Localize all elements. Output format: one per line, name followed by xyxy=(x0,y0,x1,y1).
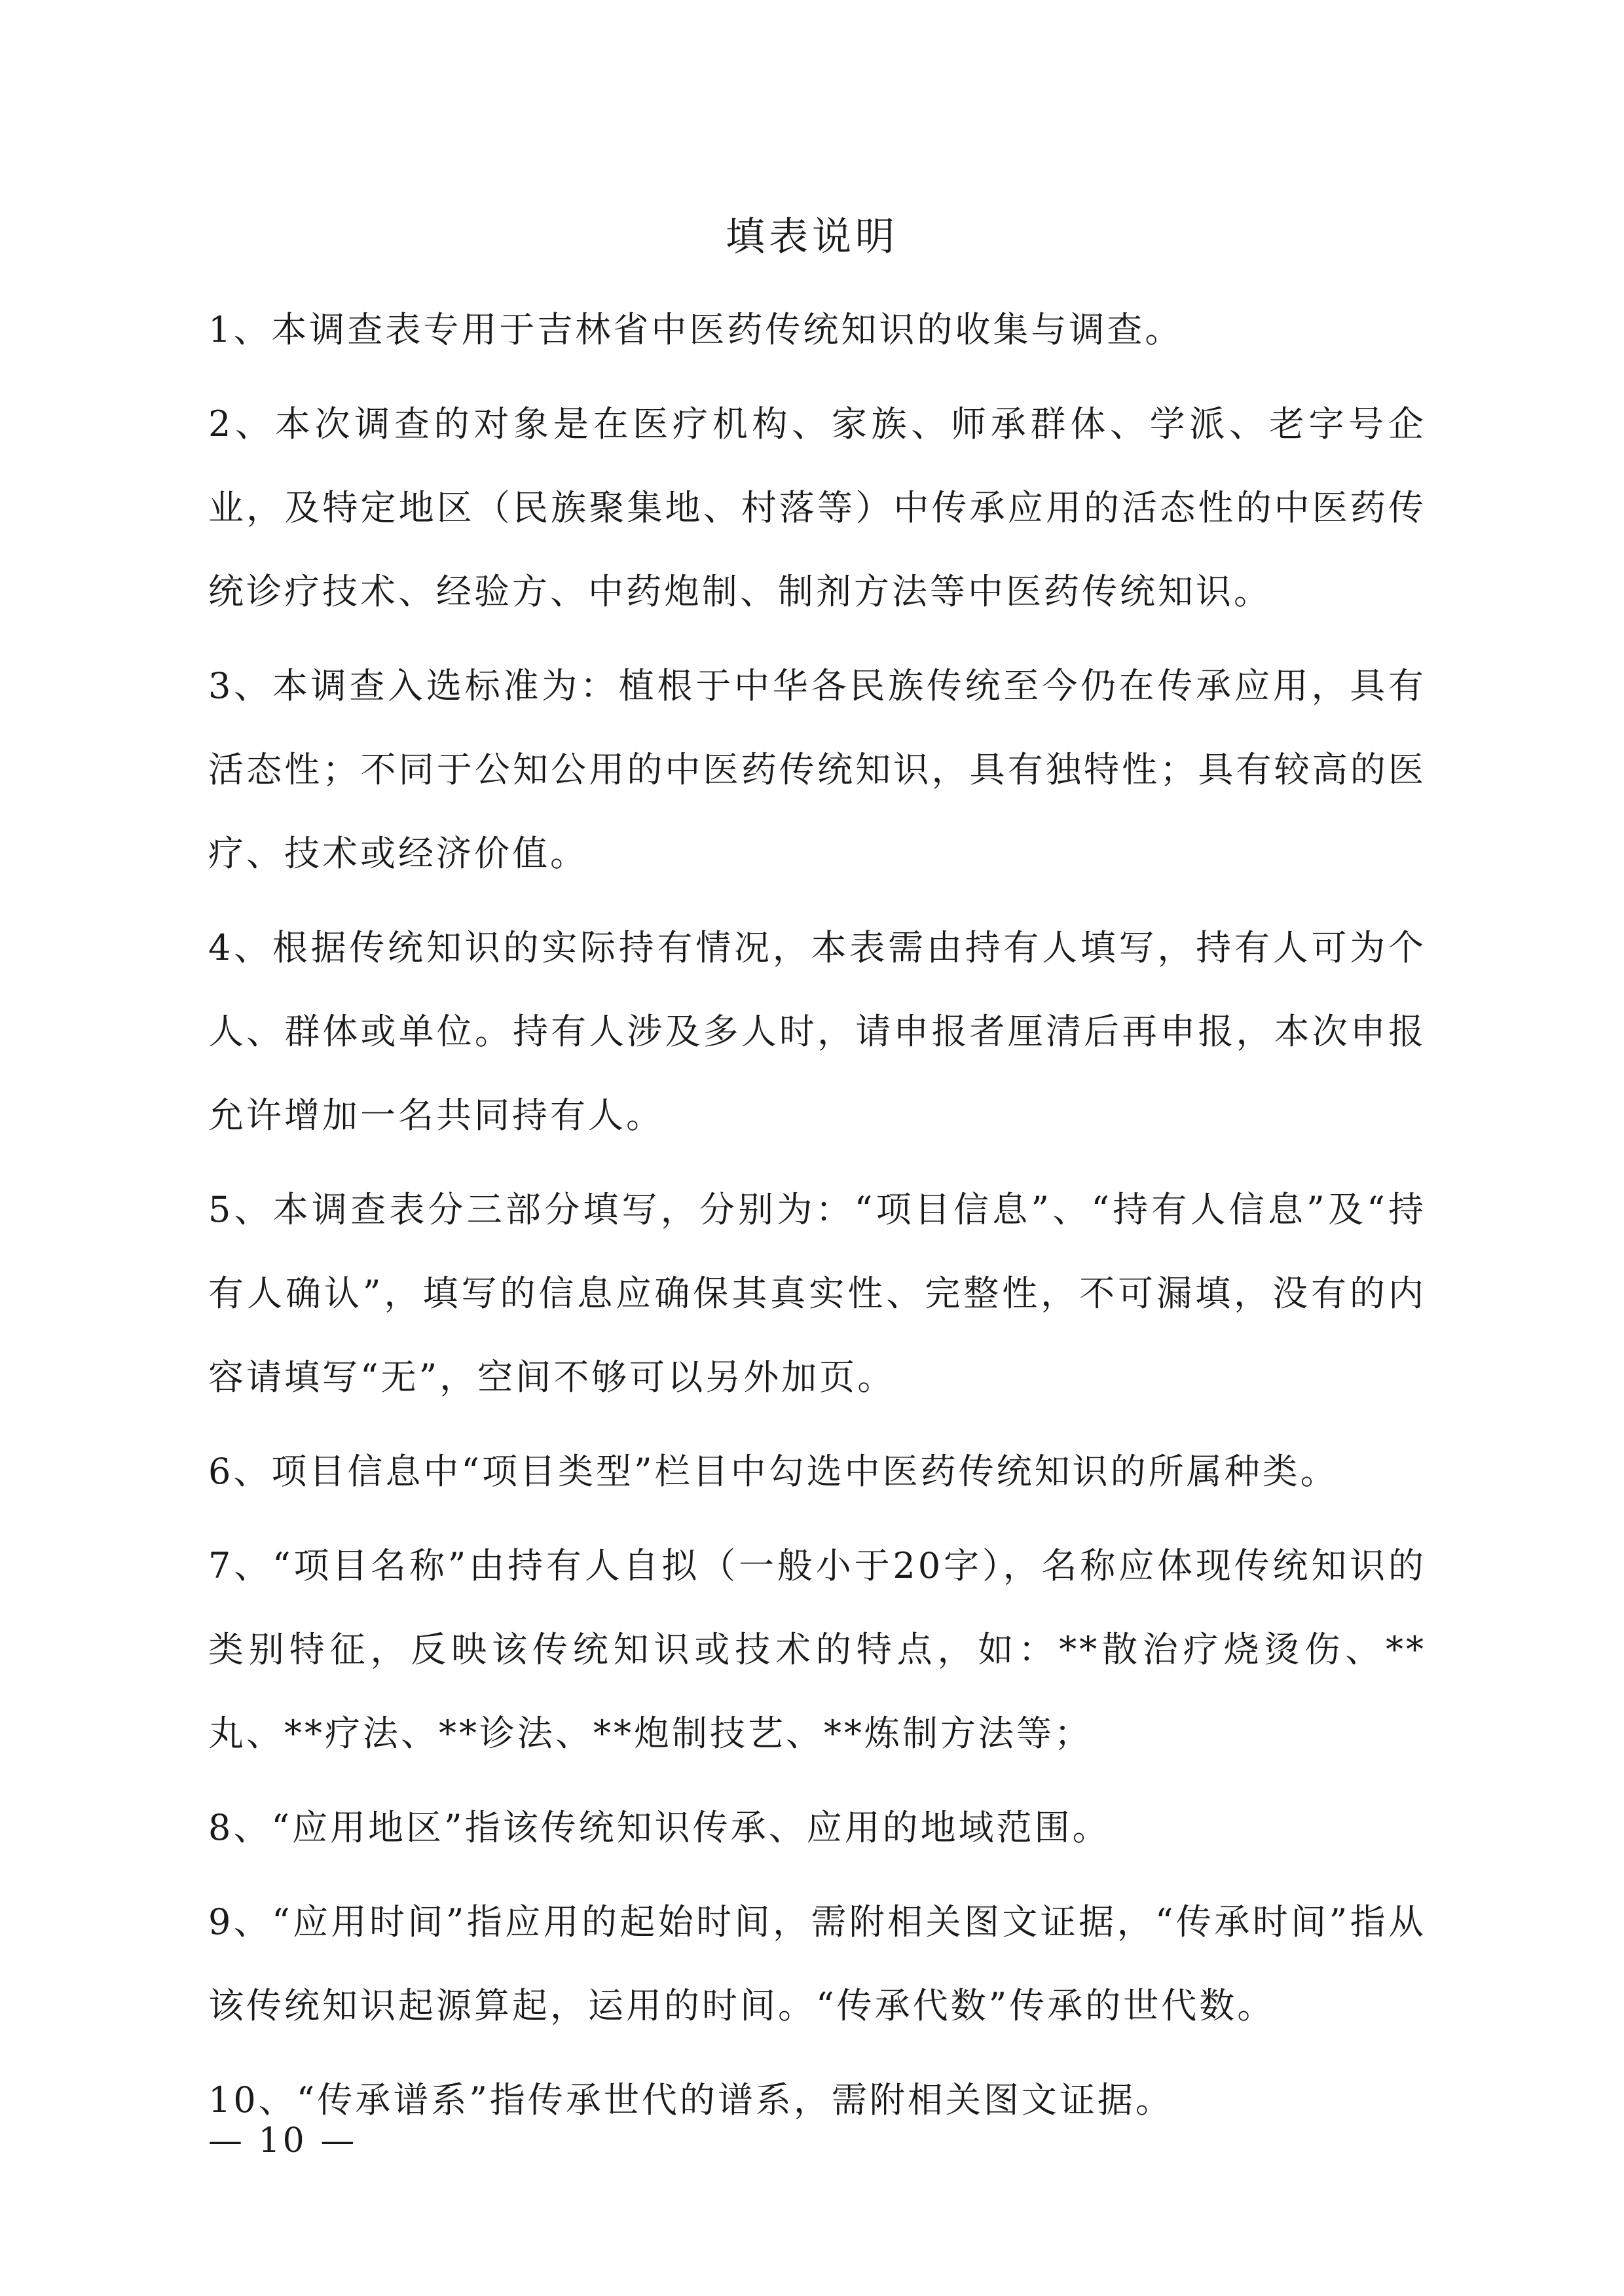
instruction-list xyxy=(208,288,1426,2153)
page-title: 填表说明 xyxy=(726,214,898,260)
instruction-item-8: 8、“应用地区”指该传统知识传承、应用的地域范围。 xyxy=(208,1807,1111,1848)
instruction-item-7: 7、“项目名称”由持有人自拟（一般小于20字），名称应体现传统知识的类别特征，反映该传统知识或技术的特点，如：**散治疗烧烫伤、**丸、**疗法、**诊法、**炮制技艺、**炼制方法等； xyxy=(208,1545,1426,1754)
instruction-item-3: 3、本调查入选标准为：植根于中华各民族传统至今仍在传承应用，具有活态性；不同于公知公用的中医药传统知识，具有独特性；具有较高的医疗、技术或经济价值。 xyxy=(208,665,1426,874)
instruction-item-4: 4、根据传统知识的实际持有情况，本表需由持有人填写，持有人可为个人、群体或单位。持有人涉及多人时，请申报者厘清后再申报，本次申报允许增加一名共同持有人。 xyxy=(208,927,1426,1136)
instruction-item-9: 9、“应用时间”指应用的起始时间，需附相关图文证据，“传承时间”指从该传统知识起源算起，运用的时间。“传承代数”传承的世代数。 xyxy=(208,1901,1426,2026)
instruction-item-10: 10、“传承谱系”指传承世代的谱系，需附相关图文证据。 xyxy=(208,2079,1173,2121)
instruction-item-2: 2、本次调查的对象是在医疗机构、家族、师承群体、学派、老字号企业，及特定地区（民族聚集地、村落等）中传承应用的活态性的中医药传统诊疗技术、经验方、中药炮制、制剂方法等中医药传统知识。 xyxy=(208,403,1426,612)
page-number: — 10 — xyxy=(208,2121,358,2160)
instruction-item-1: 1、本调查表专用于吉林省中医药传统知识的收集与调查。 xyxy=(208,309,1183,350)
instruction-item-5: 5、本调查表分三部分填写，分别为：“项目信息”、“持有人信息”及“持有人确认”，填写的信息应确保其真实性、完整性，不可漏填，没有的内容请填写“无”，空间不够可以另外加页。 xyxy=(208,1189,1426,1398)
instruction-item-6: 6、项目信息中“项目类型”栏目中勾选中医药传统知识的所属种类。 xyxy=(208,1451,1338,1492)
